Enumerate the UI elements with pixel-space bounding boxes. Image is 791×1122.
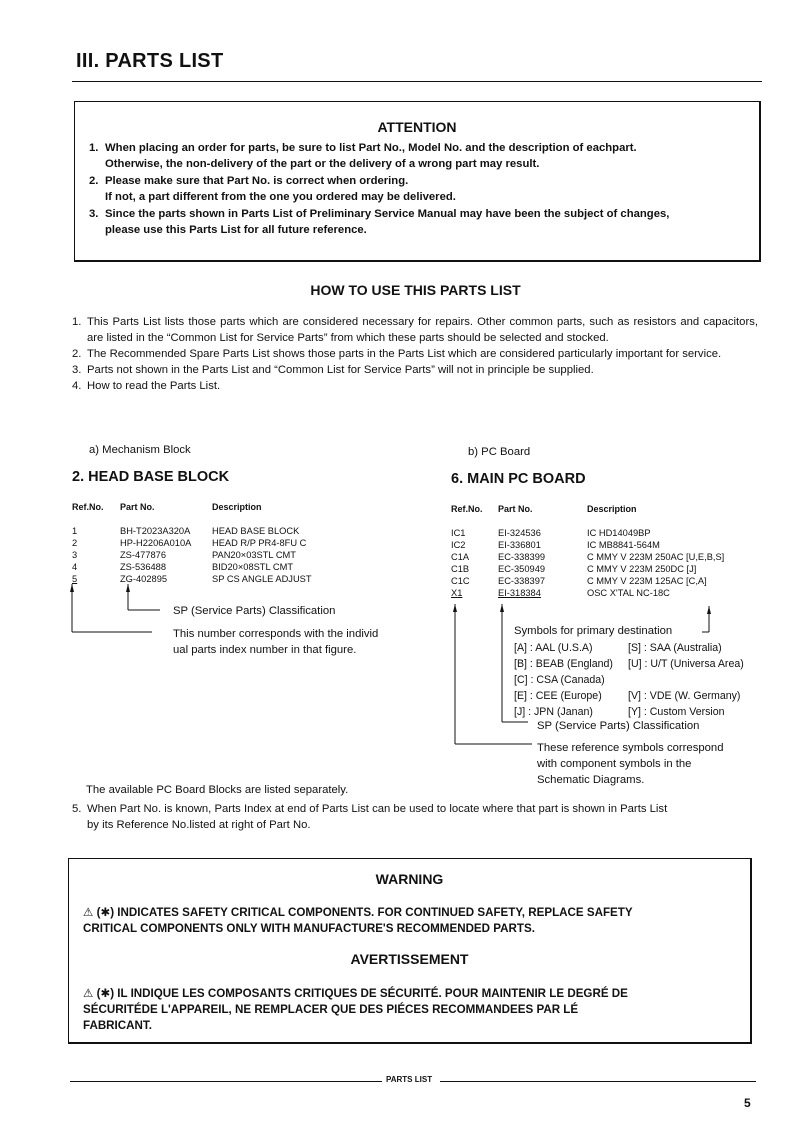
warning-box — [68, 858, 752, 1044]
desc-cell: C MMY V 223M 250AC [U,E,B,S] — [587, 552, 725, 563]
attention-item — [89, 173, 669, 205]
item-text: When Part No. is known, Parts Index at end of Parts List can be used to locate where that part is shown in Parts List — [87, 803, 668, 815]
part-cell: BH-T2023A320A — [120, 526, 191, 536]
item-text: This Parts List lists those parts which are considered necessary for repairs. Other common parts, such as resistors and capacitors, are listed in the “Common List for Service Parts” from which these parts should be selected and stocked. — [87, 316, 758, 344]
col-header-desc: Description — [587, 504, 637, 514]
howto-item — [72, 346, 758, 362]
example-a-section: 2. HEAD BASE BLOCK — [72, 469, 230, 485]
destination-row — [514, 640, 744, 656]
destination-code: [J] : JPN (Janan) — [514, 706, 593, 718]
ref-cell: 1 — [72, 526, 78, 536]
item-text-cont: please use this Parts List for all future reference. — [105, 224, 367, 236]
ref-cell: C1C — [451, 576, 470, 587]
destination-code: [C] : CSA (Canada) — [514, 674, 605, 686]
avertissement-heading: AVERTISSEMENT — [350, 951, 469, 967]
desc-column — [212, 525, 312, 585]
example-b-label: b) PC Board — [468, 446, 531, 458]
col-header-ref: Ref.No. — [72, 502, 104, 512]
item-number: 1. — [72, 316, 82, 328]
col-header-ref: Ref.No. — [451, 504, 483, 514]
part-cell: ZG-402895 — [120, 574, 168, 585]
ref-column — [451, 527, 470, 600]
ref-cell: X1 — [451, 588, 463, 599]
item-text: Since the parts shown in Parts List of Preliminary Service Manual may have been the subject of changes, — [105, 208, 670, 220]
destination-code: [A] : AAL (U.S.A) — [514, 642, 593, 654]
sp-classification-note: SP (Service Parts) Classification — [537, 720, 700, 732]
part-cell: EC-338399 — [498, 552, 546, 563]
part-cell: EC-350949 — [498, 564, 546, 575]
item-number: 2. — [89, 175, 99, 187]
ref-cell: C1A — [451, 552, 470, 563]
destination-code: [U] : U/T (Universa Area) — [628, 658, 744, 670]
howto-list — [72, 314, 758, 394]
reference-note-line3: Schematic Diagrams. — [537, 774, 645, 786]
howto-item — [72, 314, 758, 346]
item-text: Please make sure that Part No. is correct when ordering. — [105, 175, 409, 187]
desc-cell: HEAD BASE BLOCK — [212, 526, 300, 536]
destination-code: [Y] : Custom Version — [628, 706, 725, 718]
warning-heading: WARNING — [375, 871, 444, 887]
part-cell: ZS-477876 — [120, 550, 166, 561]
warning-line: ⚠ (✱) IL INDIQUE LES COMPOSANTS CRITIQUES DE SÉCURITÉ. POUR MAINTENIR LE DEGRÉ DE — [83, 987, 628, 1000]
page-title: III. PARTS LIST — [76, 50, 224, 72]
destination-heading: Symbols for primary destination — [514, 625, 673, 637]
pcb-blocks-note: The available PC Board Blocks are listed separately. — [86, 784, 349, 796]
col-header-part: Part No. — [120, 502, 155, 512]
part-column — [120, 525, 191, 585]
desc-cell: IC HD14049BP — [587, 528, 651, 538]
item-number: 5. — [72, 803, 82, 815]
item-number: 2. — [72, 348, 82, 360]
item-number: 3. — [89, 208, 99, 220]
item-text: The Recommended Spare Parts List shows those parts in the Parts List which are considered particularly important for service. — [87, 348, 722, 360]
warning-line: CRITICAL COMPONENTS ONLY WITH MANUFACTURE'S RECOMMENDED PARTS. — [83, 922, 535, 935]
attention-item — [89, 206, 669, 238]
desc-cell: SP CS ANGLE ADJUST — [212, 574, 312, 585]
footer-label: PARTS LIST — [386, 1075, 433, 1084]
item-number: 1. — [89, 142, 99, 154]
ref-cell: 4 — [72, 562, 78, 573]
attention-heading: ATTENTION — [377, 119, 457, 135]
attention-list — [89, 140, 669, 239]
desc-cell: BID20×08STL CMT — [212, 562, 294, 573]
example-b-section: 6. MAIN PC BOARD — [451, 471, 586, 487]
howto-item — [72, 362, 758, 378]
destination-code: [S] : SAA (Australia) — [628, 642, 722, 654]
destination-code: [V] : VDE (W. Germany) — [628, 690, 741, 702]
attention-box — [74, 101, 761, 262]
reference-note-line2: with component symbols in the — [537, 758, 692, 770]
warning-line: SÉCURITÉDE L'APPAREIL, NE REMPLACER QUE DES PIÉCES RECOMMANDEES PAR LÉ — [83, 1003, 579, 1016]
destination-row — [514, 656, 744, 672]
destination-row — [514, 672, 744, 688]
example-a-label: a) Mechanism Block — [89, 444, 191, 456]
part-cell: EC-338397 — [498, 576, 546, 587]
sp-classification-note: SP (Service Parts) Classification — [173, 605, 336, 617]
desc-cell: OSC X'TAL NC-18C — [587, 588, 670, 599]
index-note-line1: This number corresponds with the individ — [173, 628, 379, 640]
ref-cell: IC1 — [451, 528, 466, 538]
index-note-line2: ual parts index number in that figure. — [173, 644, 357, 656]
item-number: 4. — [72, 380, 82, 392]
desc-cell: C MMY V 223M 250DC [J] — [587, 564, 697, 575]
howto-item — [72, 378, 758, 394]
ref-cell: 5 — [72, 574, 78, 585]
howto-item-5 — [72, 801, 758, 833]
col-header-desc: Description — [212, 502, 262, 512]
reference-note-line1: These reference symbols correspond — [537, 742, 724, 754]
part-cell: HP-H2206A010A — [120, 538, 192, 549]
page-number: 5 — [744, 1096, 751, 1110]
item-number: 3. — [72, 364, 82, 376]
avertissement-text — [83, 986, 628, 1034]
desc-column — [587, 527, 724, 600]
item-text: When placing an order for parts, be sure to list Part No., Model No. and the description of eachpart. — [105, 142, 637, 154]
part-cell: EI-318384 — [498, 588, 541, 599]
item-text: Parts not shown in the Parts List and “Common List for Service Parts” will not in principle be supplied. — [87, 364, 594, 376]
warning-text — [83, 905, 633, 937]
item-text-cont: If not, a part different from the one you ordered may be delivered. — [105, 191, 456, 203]
attention-item — [89, 140, 669, 172]
desc-cell: HEAD R/P PR4-8FU C — [212, 538, 307, 549]
item-text: How to read the Parts List. — [87, 380, 221, 392]
title-rule — [72, 81, 762, 82]
footer-rule-right — [440, 1081, 756, 1082]
destination-code: [E] : CEE (Europe) — [514, 690, 602, 702]
warning-line: FABRICANT. — [83, 1019, 152, 1032]
desc-cell: PAN20×03STL CMT — [212, 550, 296, 561]
part-cell: EI-324536 — [498, 528, 541, 538]
part-cell: EI-336801 — [498, 540, 541, 551]
footer-rule-left — [70, 1081, 382, 1082]
ref-cell: C1B — [451, 564, 470, 575]
desc-cell: C MMY V 223M 125AC [C,A] — [587, 576, 707, 587]
howto-heading: HOW TO USE THIS PARTS LIST — [310, 282, 521, 298]
ref-cell: 2 — [72, 538, 78, 549]
destination-list — [514, 640, 744, 720]
ref-cell: IC2 — [451, 540, 466, 551]
item-text-cont: by its Reference No.listed at right of Part No. — [87, 819, 311, 831]
part-cell: ZS-536488 — [120, 562, 166, 573]
destination-row — [514, 688, 744, 704]
col-header-part: Part No. — [498, 504, 533, 514]
ref-cell: 3 — [72, 550, 78, 561]
ref-column — [72, 525, 77, 585]
desc-cell: IC MB8841-564M — [587, 540, 660, 551]
part-column — [498, 527, 545, 600]
warning-line: ⚠ (✱) INDICATES SAFETY CRITICAL COMPONENTS. FOR CONTINUED SAFETY, REPLACE SAFETY — [83, 906, 633, 919]
destination-code: [B] : BEAB (England) — [514, 658, 613, 670]
item-text-cont: Otherwise, the non-delivery of the part or the delivery of a wrong part may result. — [105, 158, 540, 170]
